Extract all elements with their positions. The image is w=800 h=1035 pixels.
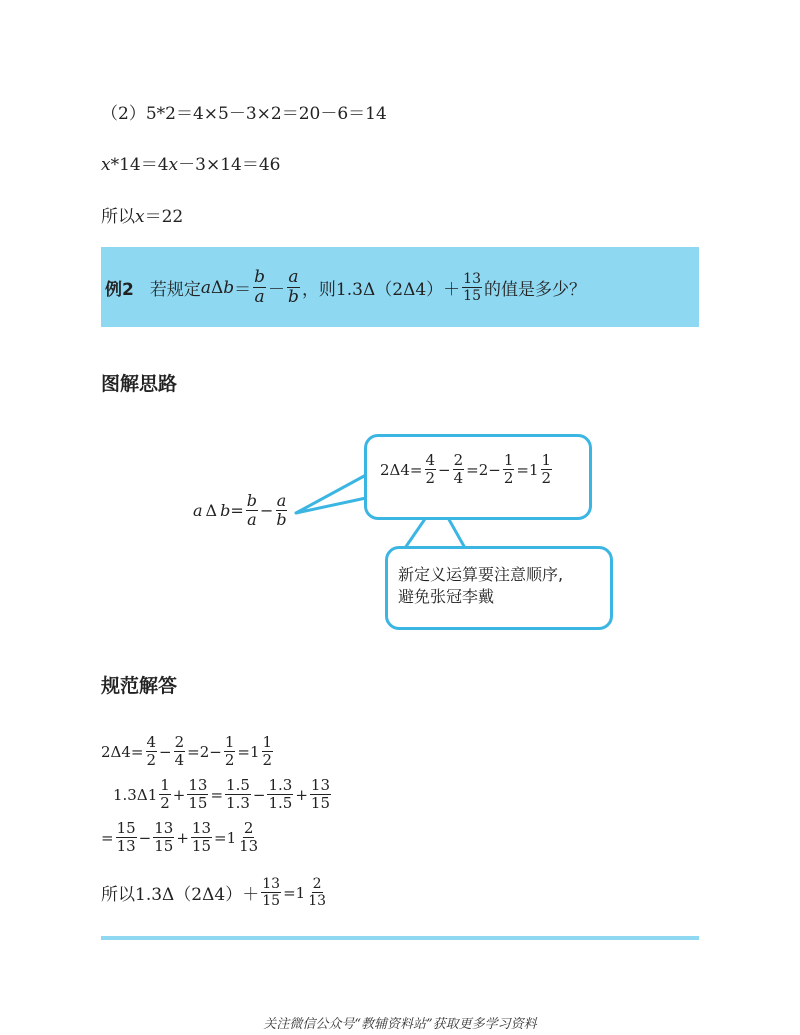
numerator: 13	[463, 271, 481, 287]
fraction	[541, 452, 553, 487]
tip-line-2: 避免张冠李戴	[398, 587, 495, 606]
fraction	[238, 820, 259, 855]
numerator: 2	[174, 733, 185, 751]
denominator: 1.3	[226, 794, 250, 812]
numerator: 2	[243, 819, 254, 837]
minus: −	[159, 742, 172, 761]
denominator: a	[254, 287, 265, 307]
var-b: b	[223, 277, 235, 298]
denominator: 4	[174, 751, 185, 769]
solution-row-3	[101, 820, 261, 855]
numerator: 13	[188, 776, 208, 794]
lead: 2Δ4=	[101, 742, 144, 761]
fraction	[159, 777, 171, 812]
denominator: b	[276, 510, 287, 529]
var-b: b	[220, 501, 231, 520]
minus: −	[252, 785, 266, 804]
lead: 1.3Δ1	[113, 785, 158, 804]
denominator: 15	[463, 288, 481, 304]
tip-line-1: 新定义运算要注意顺序,	[398, 565, 564, 584]
fraction	[267, 777, 293, 812]
numerator: 2	[312, 876, 322, 892]
denominator: 15	[262, 893, 281, 909]
solution-row-2	[113, 777, 333, 812]
eq: =1	[237, 742, 260, 761]
fraction	[307, 876, 327, 909]
numerator: 1	[541, 451, 552, 469]
minus: －	[268, 280, 286, 300]
numerator: a	[276, 491, 287, 510]
denominator: 4	[453, 469, 464, 487]
denominator: 2	[503, 469, 514, 487]
denominator: 15	[188, 794, 208, 812]
denominator: 2	[425, 469, 436, 487]
eq: =1	[283, 883, 306, 902]
fraction	[116, 820, 137, 855]
bottom-rule	[101, 936, 699, 940]
fraction	[262, 734, 274, 769]
numerator: 1.3	[268, 776, 293, 794]
bubble-tip-text	[398, 564, 563, 608]
example-text-a: 若规定	[149, 280, 201, 300]
example-text-c: 的值是多少？	[484, 280, 586, 300]
delta-symbol: Δ	[210, 277, 224, 298]
fraction	[503, 452, 515, 487]
minus: −	[260, 501, 274, 520]
solution-final	[101, 876, 329, 909]
eq-part: *14＝4	[110, 155, 169, 175]
var-x: x	[101, 155, 111, 175]
bubble-calc-formula	[380, 452, 554, 487]
numerator: 13	[310, 776, 330, 794]
denominator: 2	[146, 751, 157, 769]
fraction	[310, 777, 331, 812]
denominator: 2	[224, 751, 235, 769]
footer-watermark: 关注微信公众号“教辅资料站”获取更多学习资料	[263, 1017, 537, 1032]
fraction	[225, 777, 251, 812]
numerator: 1	[262, 733, 273, 751]
fraction	[187, 777, 208, 812]
solution-row-1	[101, 734, 275, 769]
var-x: x	[135, 207, 145, 227]
numerator: 13	[154, 819, 174, 837]
denominator: a	[247, 510, 257, 529]
numerator: b	[246, 491, 258, 510]
final-text: 所以1.3Δ（2Δ4）＋	[101, 885, 260, 905]
numerator: 15	[116, 819, 136, 837]
mid: =2−	[466, 460, 501, 479]
fraction	[174, 734, 186, 769]
equals: =	[230, 501, 244, 520]
example-text-b: ，则1.3Δ（2Δ4）＋	[301, 280, 461, 300]
numerator: 13	[262, 876, 281, 892]
bubble1-pointer	[296, 475, 366, 513]
eq: =	[210, 785, 224, 804]
delta-symbol: Δ	[205, 501, 218, 520]
numerator: 1	[160, 776, 170, 794]
numerator: 1.5	[226, 776, 250, 794]
denominator: 15	[154, 837, 174, 855]
heading-solution: 规范解答	[101, 675, 178, 697]
denominator: 13	[308, 893, 327, 909]
eq-part: －3×14＝46	[178, 155, 281, 175]
fraction	[425, 452, 437, 487]
minus: −	[438, 460, 451, 479]
heading-diagram: 图解思路	[101, 373, 178, 395]
fraction	[191, 820, 212, 855]
lead: =	[101, 828, 114, 847]
eq: =1	[516, 460, 539, 479]
example-label: 例2	[105, 280, 134, 300]
equals: ＝	[234, 280, 252, 300]
denominator: 15	[310, 794, 330, 812]
mid: =2−	[187, 742, 222, 761]
plus: +	[176, 828, 189, 847]
numerator: b	[254, 267, 266, 287]
plus: +	[295, 785, 308, 804]
fraction	[224, 734, 236, 769]
denominator: 13	[239, 837, 259, 855]
numerator: 1	[224, 733, 235, 751]
denominator: b	[288, 287, 299, 307]
equation-line-1: （2）5*2＝4×5－3×2＝20－6＝14	[101, 104, 387, 124]
text: 所以	[101, 207, 135, 227]
denominator: 2	[541, 469, 552, 487]
var-a: a	[200, 277, 211, 298]
fraction	[146, 734, 158, 769]
numerator: a	[288, 267, 299, 287]
numerator: 4	[146, 733, 157, 751]
numerator: 4	[425, 451, 436, 469]
denominator: 13	[116, 837, 136, 855]
lead: 2Δ4=	[380, 460, 423, 479]
denominator: 2	[160, 794, 170, 812]
fraction	[453, 452, 465, 487]
eq: =1	[214, 828, 237, 847]
numerator: 1	[503, 451, 514, 469]
var-a: a	[193, 501, 203, 520]
denominator: 15	[191, 837, 212, 855]
text: ＝22	[144, 207, 184, 227]
var-x: x	[168, 155, 179, 175]
fraction	[261, 876, 281, 909]
plus: +	[172, 785, 186, 804]
denominator: 2	[262, 751, 273, 769]
numerator: 2	[453, 451, 464, 469]
numerator: 13	[191, 819, 212, 837]
minus: −	[138, 828, 152, 847]
fraction	[153, 820, 174, 855]
denominator: 1.5	[268, 794, 293, 812]
